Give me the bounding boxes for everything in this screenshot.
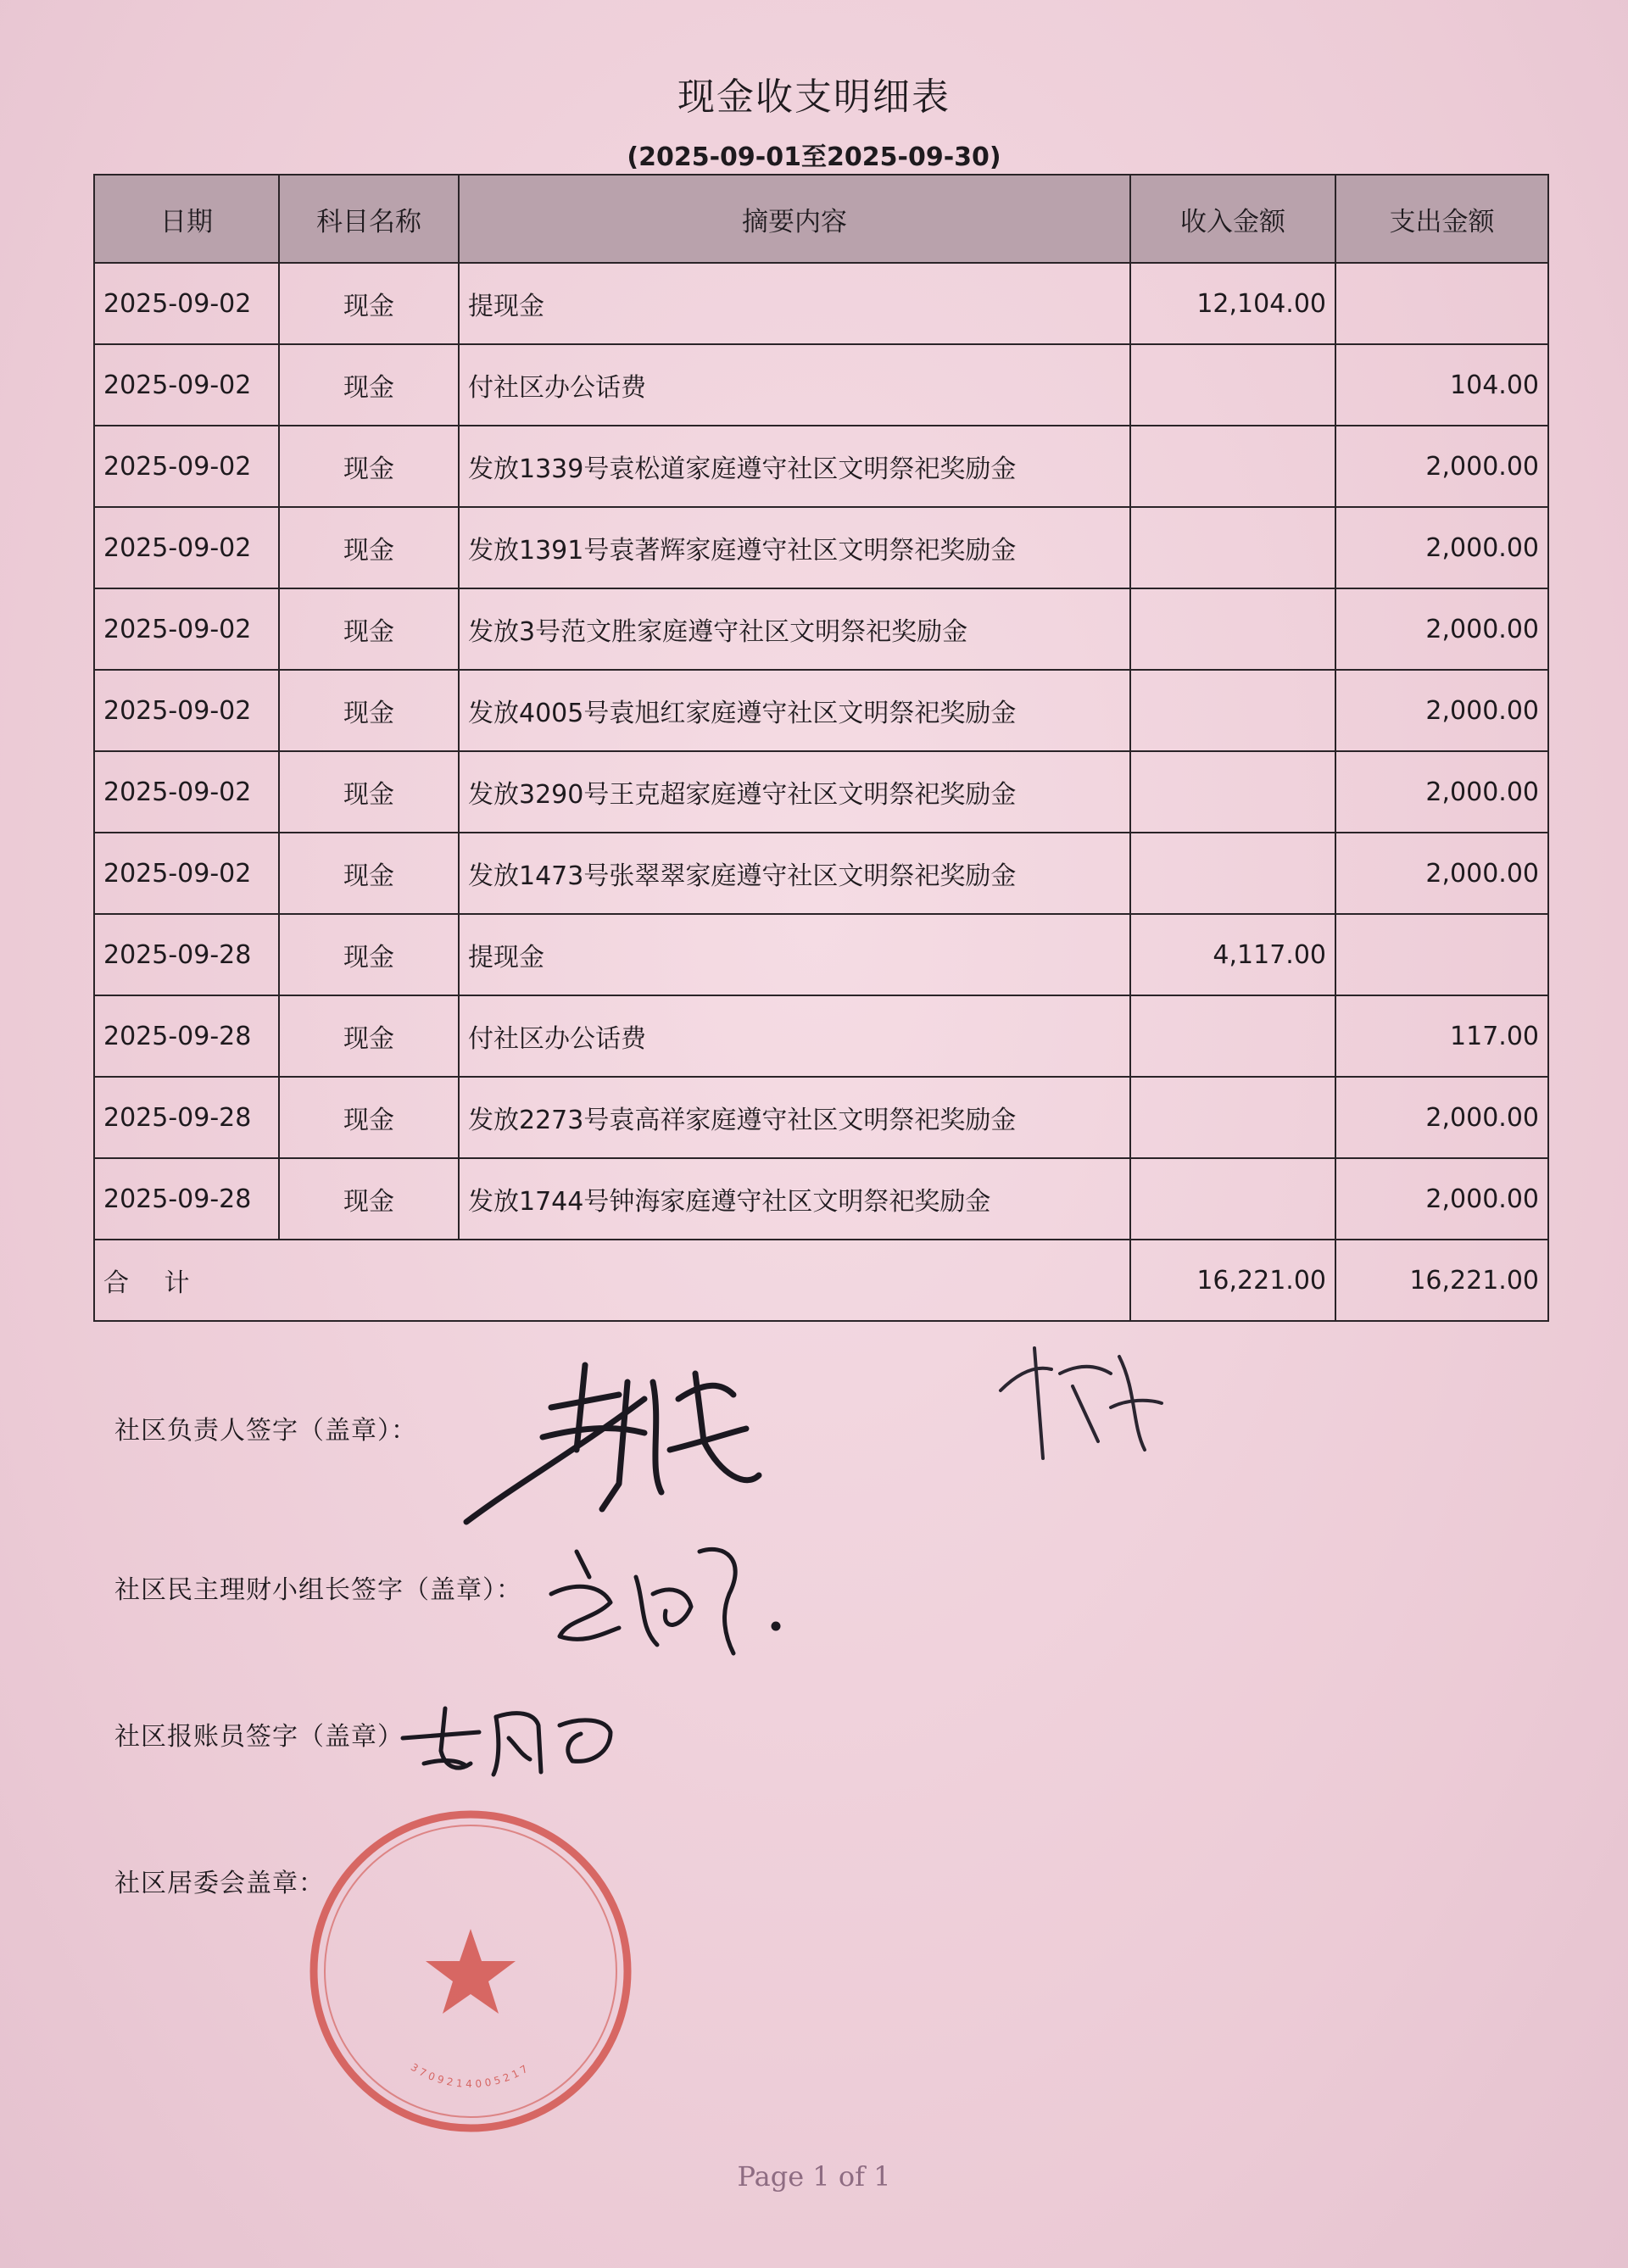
cell-expense: 104.00 <box>1335 344 1548 426</box>
cell-date: 2025-09-02 <box>94 588 279 670</box>
cell-summary: 发放3290号王克超家庭遵守社区文明祭祀奖励金 <box>459 751 1130 833</box>
header-income: 收入金额 <box>1130 175 1335 263</box>
cell-account: 现金 <box>279 507 459 588</box>
cell-expense: 2,000.00 <box>1335 588 1548 670</box>
leader-signature-label: 社区负责人签字（盖章）： <box>114 1416 417 1446</box>
cell-account: 现金 <box>279 833 459 914</box>
cell-date: 2025-09-28 <box>94 1158 279 1240</box>
date-range: (2025-09-01至2025-09-30) <box>627 142 1001 172</box>
second-leader-signature <box>992 1340 1170 1467</box>
leader-signature <box>449 1348 789 1535</box>
cell-date: 2025-09-02 <box>94 833 279 914</box>
cell-summary: 发放2273号袁高祥家庭遵守社区文明祭祀奖励金 <box>459 1077 1130 1158</box>
cell-account: 现金 <box>279 1077 459 1158</box>
table-row <box>94 1158 1548 1240</box>
cell-summary: 发放1339号袁松道家庭遵守社区文明祭祀奖励金 <box>459 426 1130 507</box>
cell-expense: 2,000.00 <box>1335 670 1548 751</box>
cell-income: 12,104.00 <box>1130 263 1335 344</box>
cell-account: 现金 <box>279 1158 459 1240</box>
cell-summary: 提现金 <box>459 263 1130 344</box>
table-row <box>94 751 1548 833</box>
table-row <box>94 995 1548 1077</box>
cash-ledger-table <box>93 174 1549 1322</box>
cell-income <box>1130 588 1335 670</box>
header-expense: 支出金额 <box>1335 175 1548 263</box>
cell-summary: 发放3号范文胜家庭遵守社区文明祭祀奖励金 <box>459 588 1130 670</box>
cell-income <box>1130 670 1335 751</box>
total-label: 合 计 <box>94 1240 1130 1321</box>
table-row <box>94 1077 1548 1158</box>
table-header-row <box>94 175 1548 263</box>
document-title: 现金收支明细表 <box>677 75 951 119</box>
table-row <box>94 670 1548 751</box>
svg-text:3709214005217 <box>409 2061 532 2090</box>
total-expense: 16,221.00 <box>1335 1240 1548 1321</box>
accountant-signature <box>399 1691 627 1785</box>
cell-income <box>1130 1077 1335 1158</box>
finance-group-signature-label: 社区民主理财小组长签字（盖章）： <box>114 1575 522 1605</box>
cell-expense: 2,000.00 <box>1335 1077 1548 1158</box>
cell-summary: 付社区办公话费 <box>459 995 1130 1077</box>
cell-expense: 2,000.00 <box>1335 751 1548 833</box>
cell-income <box>1130 751 1335 833</box>
cell-account: 现金 <box>279 670 459 751</box>
cell-expense: 2,000.00 <box>1335 426 1548 507</box>
cell-summary: 发放1744号钟海家庭遵守社区文明祭祀奖励金 <box>459 1158 1130 1240</box>
cell-income <box>1130 507 1335 588</box>
cell-income <box>1130 1158 1335 1240</box>
cell-account: 现金 <box>279 344 459 426</box>
cell-date: 2025-09-02 <box>94 426 279 507</box>
cell-account: 现金 <box>279 426 459 507</box>
cell-expense: 117.00 <box>1335 995 1548 1077</box>
cell-income <box>1130 995 1335 1077</box>
cell-expense <box>1335 914 1548 995</box>
cell-date: 2025-09-02 <box>94 507 279 588</box>
header-date: 日期 <box>94 175 279 263</box>
cell-date: 2025-09-02 <box>94 751 279 833</box>
cell-date: 2025-09-02 <box>94 263 279 344</box>
committee-seal-label: 社区居委会盖章： <box>114 1869 325 1898</box>
table-row <box>94 344 1548 426</box>
cell-account: 现金 <box>279 588 459 670</box>
cell-summary: 提现金 <box>459 914 1130 995</box>
cell-expense: 2,000.00 <box>1335 833 1548 914</box>
table-row <box>94 833 1548 914</box>
cell-summary: 付社区办公话费 <box>459 344 1130 426</box>
header-summary: 摘要内容 <box>459 175 1130 263</box>
committee-seal <box>301 1802 640 2141</box>
cell-account: 现金 <box>279 751 459 833</box>
cell-income <box>1130 426 1335 507</box>
cell-expense: 2,000.00 <box>1335 1158 1548 1240</box>
total-row <box>94 1240 1548 1321</box>
cell-income <box>1130 344 1335 426</box>
cell-date: 2025-09-28 <box>94 995 279 1077</box>
cell-summary: 发放1473号张翠翠家庭遵守社区文明祭祀奖励金 <box>459 833 1130 914</box>
cell-summary: 发放1391号袁著辉家庭遵守社区文明祭祀奖励金 <box>459 507 1130 588</box>
header-account: 科目名称 <box>279 175 459 263</box>
cell-income <box>1130 833 1335 914</box>
cell-income: 4,117.00 <box>1130 914 1335 995</box>
page-indicator: Page 1 of 1 <box>737 2160 891 2193</box>
table-row <box>94 588 1548 670</box>
cell-date: 2025-09-28 <box>94 914 279 995</box>
table-row <box>94 507 1548 588</box>
cell-account: 现金 <box>279 263 459 344</box>
finance-group-signature <box>543 1526 797 1670</box>
cell-expense: 2,000.00 <box>1335 507 1548 588</box>
cell-expense <box>1335 263 1548 344</box>
table-row <box>94 914 1548 995</box>
cell-date: 2025-09-02 <box>94 670 279 751</box>
total-income: 16,221.00 <box>1130 1240 1335 1321</box>
cell-account: 现金 <box>279 914 459 995</box>
cell-summary: 发放4005号袁旭红家庭遵守社区文明祭祀奖励金 <box>459 670 1130 751</box>
table-row <box>94 263 1548 344</box>
cell-date: 2025-09-02 <box>94 344 279 426</box>
star-icon <box>426 1929 516 2014</box>
table-row <box>94 426 1548 507</box>
cell-account: 现金 <box>279 995 459 1077</box>
cell-date: 2025-09-28 <box>94 1077 279 1158</box>
accountant-signature-label: 社区报账员签字（盖章） <box>114 1722 404 1752</box>
seal-number: 3709214005217 <box>408 2060 533 2090</box>
